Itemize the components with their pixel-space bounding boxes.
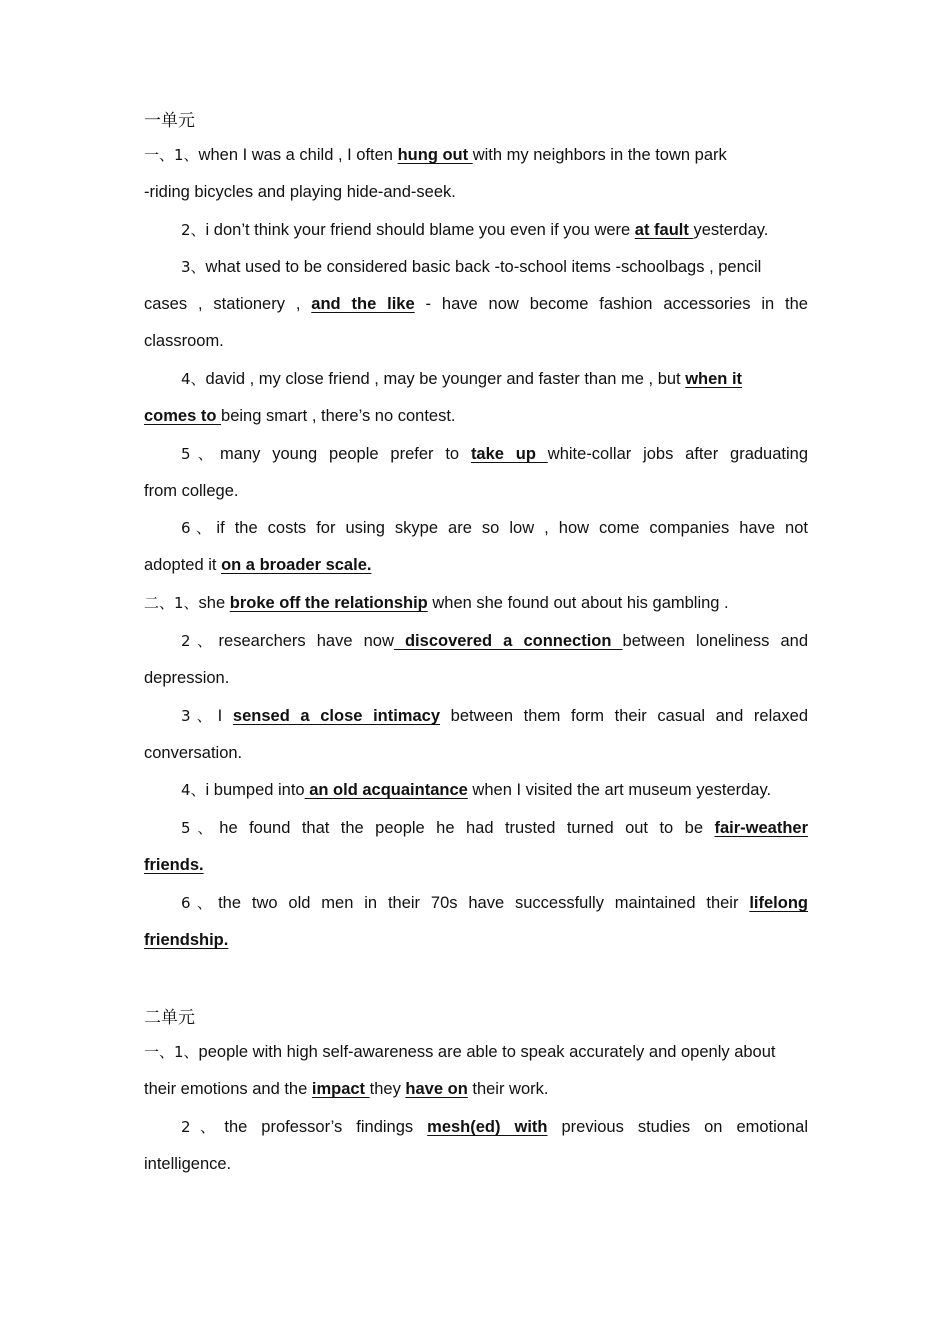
line-text: she [198, 594, 230, 612]
u1-s1-ex5-line-2 [144, 480, 808, 502]
u1-s2-ex5-line-1 [181, 817, 808, 839]
line-text: people with high self-awareness are able to speak accurately and openly about [198, 1043, 776, 1061]
u2-s1-ex1-line-2 [144, 1078, 808, 1100]
line-prefix: 6、 [181, 894, 219, 912]
u1-s1-ex3-line-2 [144, 293, 808, 315]
answer-phrase: friendship. [144, 931, 229, 949]
u1-s2-ex2-line-1 [181, 630, 808, 652]
u1-s1-ex5-line-1 [181, 443, 808, 465]
answer-phrase: hung out [397, 146, 473, 164]
u2-s1-ex2-line-1 [181, 1116, 808, 1138]
line-text: what used to be considered basic back -to-school items -schoolbags , pencil [205, 258, 762, 276]
unit-1-title: 一单元 [144, 111, 195, 131]
line-text: intelligence. [144, 1155, 232, 1173]
answer-phrase: sensed a close intimacy [232, 707, 441, 725]
line-text: their work. [467, 1080, 549, 1098]
line-text: yesterday. [693, 221, 769, 239]
line-text: depression. [144, 669, 230, 687]
line-text: adopted it [144, 556, 222, 574]
line-text: white-collar jobs after graduating [547, 445, 808, 463]
u1-s2-ex5-line-2 [144, 854, 808, 876]
line-prefix: 2、 [181, 221, 206, 239]
u1-s1-ex2-line-1 [181, 219, 808, 241]
line-text: being smart , there’s no contest. [221, 407, 456, 425]
line-text: classroom. [144, 332, 224, 350]
answer-phrase: lifelong [749, 894, 808, 912]
answer-phrase: take up [470, 445, 548, 463]
u1-s1-ex3-line-1 [181, 256, 808, 278]
line-text: if the costs for using skype are so low , how come companies have not [216, 519, 808, 537]
line-prefix: 4、 [181, 781, 206, 799]
answer-phrase: at fault [634, 221, 694, 239]
line-text: -riding bicycles and playing hide-and-seek. [144, 183, 456, 201]
answer-phrase: friends. [144, 856, 204, 874]
u1-s2-ex1-line-1 [144, 592, 808, 614]
line-text: their emotions and the [144, 1080, 312, 1098]
line-text: between loneliness and [622, 632, 808, 650]
line-text: when I was a child , I often [198, 146, 398, 164]
line-text: he found that the people he had trusted turned out to be [219, 819, 715, 837]
answer-phrase: broke off the relationship [229, 594, 428, 612]
line-text: i don’t think your friend should blame you even if you were [205, 221, 635, 239]
answer-phrase: when it [685, 370, 743, 388]
line-text: the professor’s findings [224, 1118, 428, 1136]
u1-s1-ex4-line-1 [181, 368, 808, 390]
u1-s1-ex1-line-2 [144, 181, 808, 203]
line-prefix: 二、1、 [144, 594, 199, 612]
answer-phrase: an old acquaintance [304, 781, 468, 799]
line-text: between them form their casual and relaxed [440, 707, 808, 725]
u2-s1-ex2-line-2 [144, 1153, 808, 1175]
line-prefix: 一、1、 [144, 1043, 199, 1061]
line-prefix: 5、 [181, 445, 221, 463]
line-text: from college. [144, 482, 239, 500]
u2-s1-ex1-line-1 [144, 1041, 808, 1063]
answer-phrase: have on [405, 1080, 468, 1098]
line-prefix: 2、 [181, 1118, 225, 1136]
u1-s1-ex3-line-3 [144, 330, 808, 352]
answer-phrase: impact [311, 1080, 370, 1098]
line-prefix: 6、 [181, 519, 217, 537]
u1-s1-ex4-line-2 [144, 405, 808, 427]
u1-s2-ex3-line-2 [144, 742, 808, 764]
answer-phrase: comes to [144, 407, 222, 425]
u1-s1-ex6-line-2 [144, 554, 808, 576]
answer-phrase: discovered a connection [393, 632, 623, 650]
line-text: they [369, 1080, 406, 1098]
u1-s1-ex1-line-1 [144, 144, 808, 166]
u1-s2-ex3-line-1 [181, 705, 808, 727]
u1-s2-ex6-line-1 [181, 892, 808, 914]
answer-phrase: on a broader scale. [221, 556, 372, 574]
line-text: previous studies on emotional [547, 1118, 808, 1136]
u1-s2-ex6-line-2 [144, 929, 808, 951]
unit-2-title: 二单元 [144, 1008, 195, 1028]
line-text: the two old men in their 70s have successfully maintained their [218, 894, 750, 912]
answer-phrase: fair-weather [714, 819, 808, 837]
line-prefix: 5、 [181, 819, 220, 837]
line-prefix: 2、 [181, 632, 219, 650]
line-text: I [217, 707, 233, 725]
line-text: - have now become fashion accessories in the [414, 295, 808, 313]
line-text: cases , stationery , [144, 295, 312, 313]
u1-s1-ex6-line-1 [181, 517, 808, 539]
line-prefix: 4、 [181, 370, 206, 388]
u1-s2-ex4-line-1 [181, 779, 808, 801]
line-text: i bumped into [205, 781, 305, 799]
line-text: researchers have now [218, 632, 394, 650]
line-text: when I visited the art museum yesterday. [467, 781, 772, 799]
u1-s2-ex2-line-2 [144, 667, 808, 689]
line-text: many young people prefer to [220, 445, 471, 463]
line-prefix: 一、1、 [144, 146, 199, 164]
line-prefix: 3、 [181, 258, 206, 276]
answer-phrase: and the like [311, 295, 415, 313]
line-text: when she found out about his gambling . [427, 594, 729, 612]
line-text: with my neighbors in the town park [472, 146, 727, 164]
line-prefix: 3、 [181, 707, 218, 725]
answer-phrase: mesh(ed) with [427, 1118, 548, 1136]
line-text: conversation. [144, 744, 243, 762]
line-text: david , my close friend , may be younger and faster than me , but [205, 370, 686, 388]
